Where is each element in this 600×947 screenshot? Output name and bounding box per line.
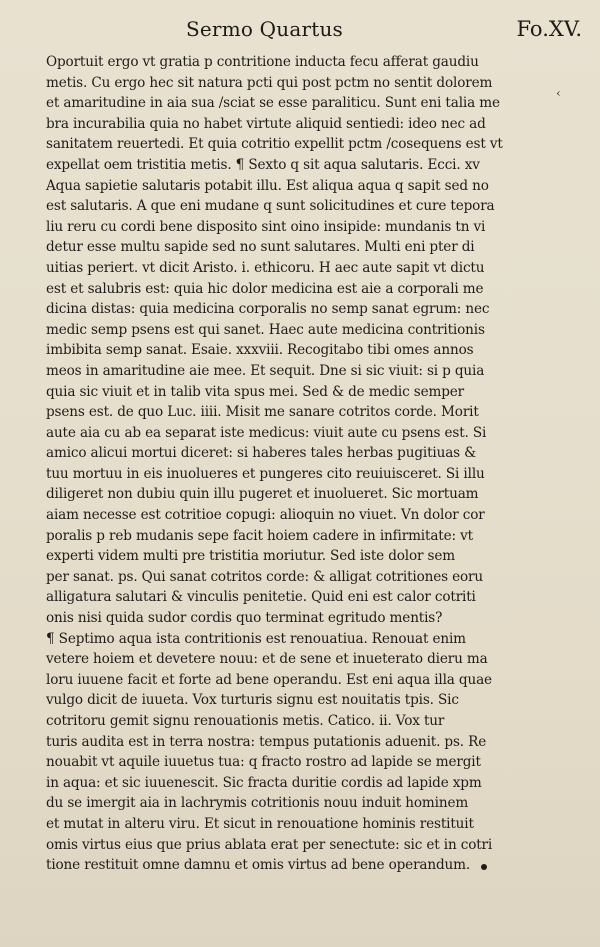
text-line: medic semp psens est qui sanet. Haec aute medicina contritionis (46, 321, 485, 338)
text-line: aiam necesse est cotritioe copugi: alioquin no viuet. Vn dolor cor (46, 507, 485, 524)
text-line: tuu mortuu in eis inuolueres et pungeres cito reuiuisceret. Si illu (46, 465, 485, 482)
text-line: cotritoru gemit signu renouationis metis. Catico. ii. Vox tur (46, 713, 445, 729)
text-line: diligeret non dubiu quin illu pugeret et inuolueret. Sic mortuam (46, 486, 479, 503)
ink-dot (481, 864, 487, 870)
text-line: bra incurabilia quia no habet virtute aliquid sentiedi: ideo nec ad (46, 115, 486, 132)
text-line: loru iuuene facit et forte ad bene operandu. Est eni aqua illa quae (46, 671, 492, 688)
text-block (46, 52, 546, 876)
margin-mark: ‹ (556, 86, 561, 100)
text-line: tione restituit omne damnu et omis virtus ad bene operandum. (46, 857, 471, 874)
text-line: metis. Cu ergo hec sit natura pcti qui post pctm no sentit dolorem (46, 74, 493, 91)
text-line: vetere hoiem et devetere nouu: et de sene et inueterato dieru ma (46, 651, 488, 668)
text-line: in aqua: et sic iuuenescit. Sic fracta duritie cordis ad lapide xpm (46, 774, 482, 791)
text-line: experti videm multi pre tristitia moriutur. Sed iste dolor sem (46, 548, 456, 565)
text-line: aute aia cu ab ea separat iste medicus: viuit aute cu psens est. Si (46, 424, 487, 441)
text-line: per sanat. ps. Qui sanat cotritos corde: & alligat cotritiones eoru (46, 568, 484, 585)
text-line: imbibita semp sanat. Esaie. xxxviii. Recogitabo tibi omes annos (46, 342, 474, 359)
text-line: est et salubris est: quia hic dolor medicina est aie a corporali me (46, 280, 484, 297)
text-line: Oportuit ergo vt gratia p contritione inducta fecu afferat gaudiu (46, 54, 479, 70)
text-line: amico alicui mortui diceret: si haberes tales herbas pugitiuas & (46, 445, 477, 462)
text-line: sanitatem reuertedi. Et quia cotritio expellit pctm /cosequens est vt (46, 136, 503, 153)
text-line: expellat oem tristitia metis. ¶ Sexto q sit aqua salutaris. Ecci. xv (46, 156, 480, 173)
text-line: meos in amaritudine aie mee. Et sequit. Dne si sic viuit: si p quia (46, 362, 485, 379)
text-line: onis nisi quida sudor cordis quo terminat egritudo mentis? (46, 610, 443, 627)
text-line: liu reru cu cordi bene disposito sint oino insipide: mundanis tn vi (46, 218, 486, 235)
running-header (0, 15, 600, 49)
text-line: ¶ Septimo aqua ista contritionis est renouatiua. Renouat enim (46, 630, 466, 647)
text-line: et mutat in alteru viru. Et sicut in renouatione hominis restituit (46, 815, 474, 832)
text-line: detur esse multu sapide sed no sunt salutares. Multi eni pter di (46, 239, 475, 256)
text-line: du se imergit aia in lachrymis cotritionis nouu induit hominem (46, 795, 469, 812)
text-line: alligatura salutari & vinculis penitetie. Quid eni est calor cotriti (46, 589, 476, 606)
text-line: nouabit vt aquile iuuetus tua: q fracto rostro ad lapide se mergit (46, 754, 481, 771)
text-line: turis audita est in terra nostra: tempus putationis aduenit. ps. Re (46, 733, 487, 750)
text-line: quia sic viuit et in talib vita spus mei. Sed & de medic semper (46, 383, 465, 400)
text-line: poralis p reb mudanis sepe facit hoiem cadere in infirmitate: vt (46, 527, 473, 544)
text-line: Aqua sapietie salutaris potabit illu. Est aliqua aqua q sapit sed no (46, 177, 489, 194)
text-line: dicina distas: quia medicina corporalis no semp sanat egrum: nec (46, 301, 490, 318)
text-line: vulgo dicit de iuueta. Vox turturis signu est nouitatis tpis. Sic (46, 692, 459, 709)
text-line: omis virtus eius que prius ablata erat per senectute: sic et in cotri (46, 836, 493, 853)
text-line: psens est. de quo Luc. iiii. Misit me sanare cotritos corde. Morit (46, 404, 479, 421)
text-line: et amaritudine in aia sua /sciat se esse paraliticu. Sunt eni talia me (46, 95, 500, 112)
text-line: uitias periert. vt dicit Aristo. i. ethicoru. H aec aute sapit vt dictu (46, 259, 485, 276)
running-title: Sermo Quartus (186, 17, 344, 41)
folio-number: Fo.XV. (516, 17, 582, 41)
text-line: est salutaris. A que eni mudane q sunt solicitudines et cure tepora (46, 198, 495, 215)
